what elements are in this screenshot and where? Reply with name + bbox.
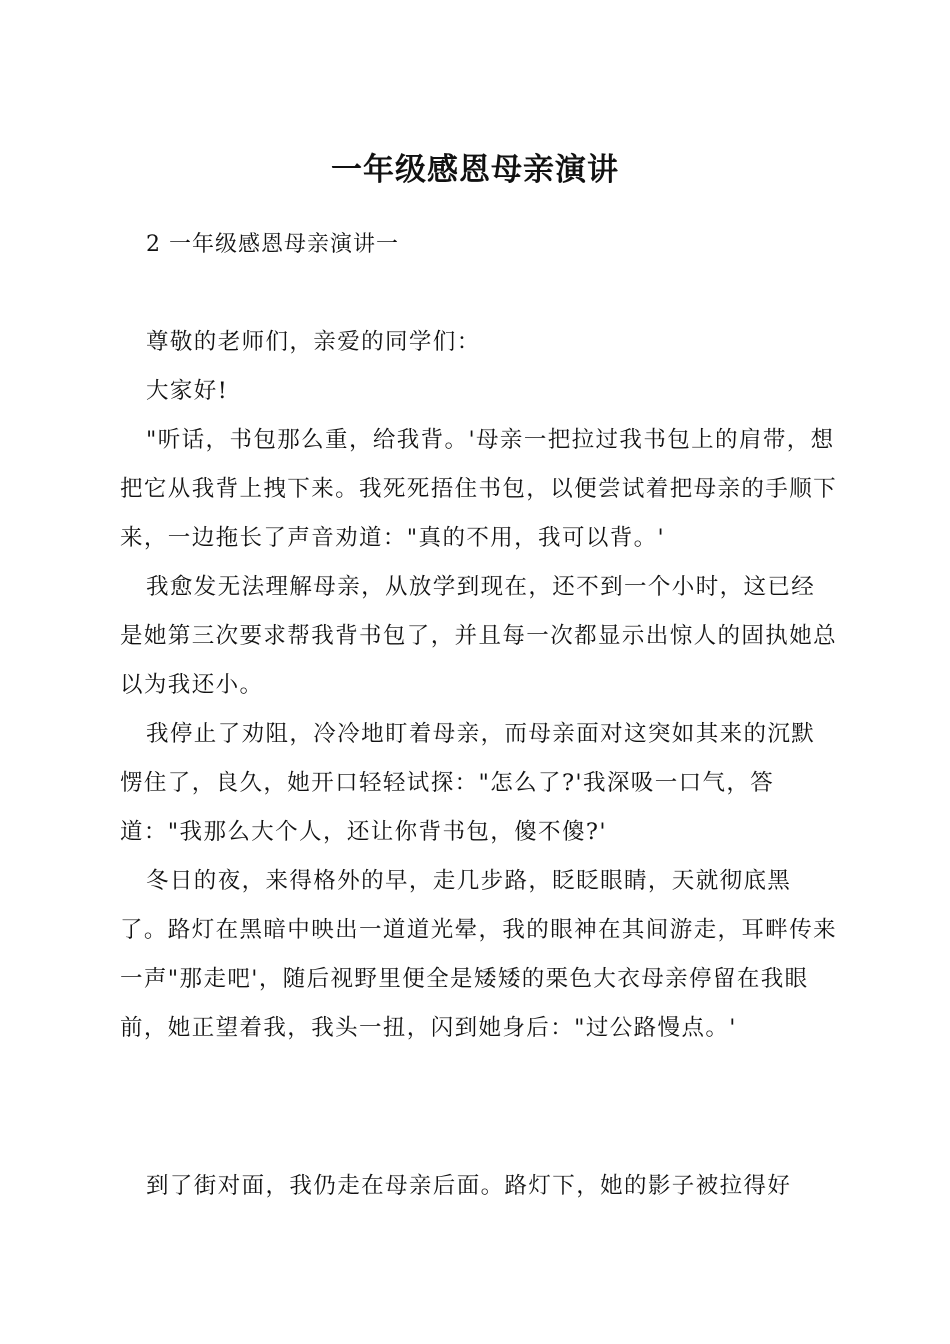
paragraph: 我愈发无法理解母亲，从放学到现在，还不到一个小时，这已经是她第三次要求帮我背书包了，并且每一次都显示出惊人的固执她总以为我还小。: [120, 574, 838, 698]
document-body-continued: [120, 1162, 838, 1211]
paragraph-greeting: 尊敬的老师们，亲爱的同学们：: [146, 329, 481, 355]
document-body: [120, 318, 838, 1053]
document-title: 一年级感恩母亲演讲: [331, 152, 619, 188]
paragraph-hello: 大家好!: [146, 378, 229, 404]
document-subtitle: 2 一年级感恩母亲演讲一: [146, 232, 399, 257]
paragraph: 冬日的夜，来得格外的早，走几步路，眨眨眼睛，天就彻底黑了。路灯在黑暗中映出一道道光晕，我的眼神在其间游走，耳畔传来一声"那走吧'，随后视野里便全是矮矮的栗色大衣母亲停留在我眼前，她正望着我，我头一扭，闪到她身后："过公路慢点。': [120, 868, 838, 1041]
paragraph: 到了街对面，我仍走在母亲后面。路灯下，她的影子被拉得好: [146, 1173, 792, 1199]
paragraph: "听话，书包那么重，给我背。'母亲一把拉过我书包上的肩带，想把它从我背上拽下来。我死死捂住书包，以便尝试着把母亲的手顺下来，一边拖长了声音劝道："真的不用，我可以背。': [120, 427, 838, 551]
paragraph: 我停止了劝阻，冷冷地盯着母亲，而母亲面对这突如其来的沉默愣住了，良久，她开口轻轻试探："怎么了?'我深吸一口气，答道："我那么大个人，还让你背书包，傻不傻?': [120, 721, 816, 845]
